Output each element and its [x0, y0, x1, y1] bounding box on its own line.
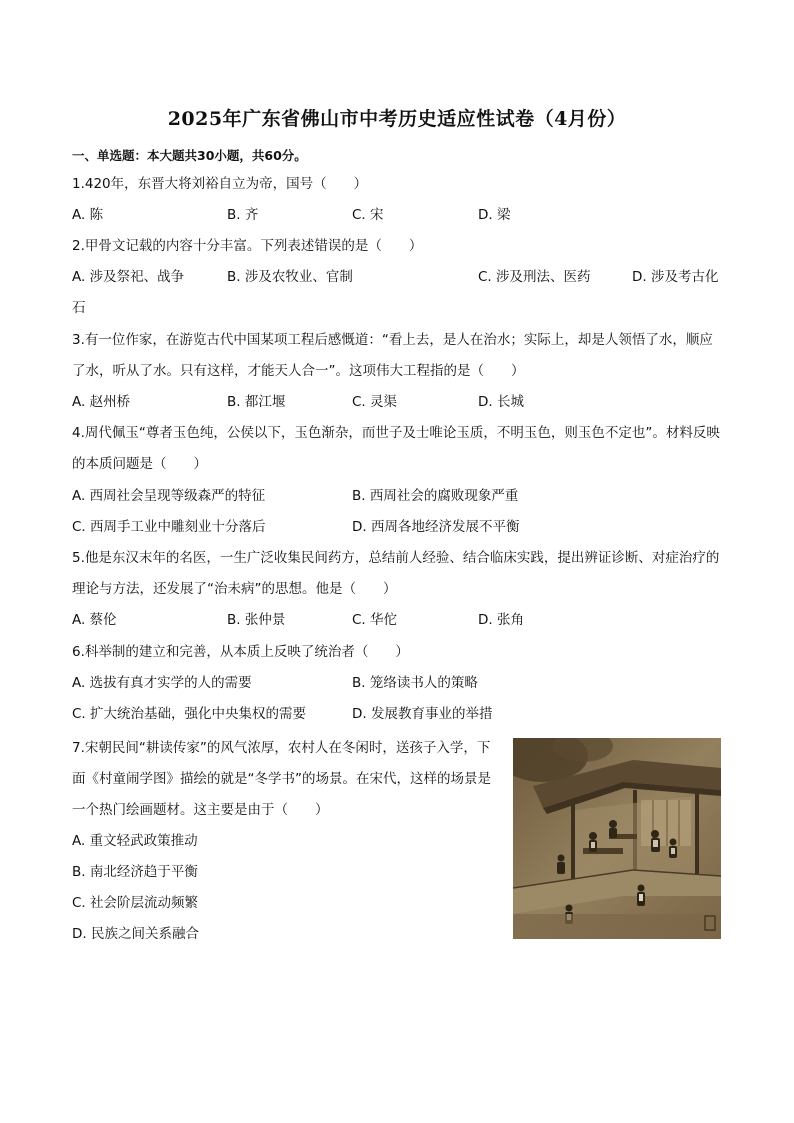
- painting-illustration: [513, 738, 721, 939]
- question-stem: 2.甲骨文记载的内容十分丰富。下列表述错误的是（ ）: [72, 238, 423, 254]
- question-2: [72, 231, 722, 262]
- option-c: C. 涉及刑法、医药: [478, 269, 591, 285]
- option-a: A. 涉及祭祀、战争: [72, 269, 185, 285]
- option-b: B. 张仲景: [227, 612, 286, 628]
- option-b: B. 西周社会的腐败现象严重: [352, 488, 519, 504]
- option-d: D. 梁: [478, 207, 511, 223]
- option-b: B. 都江堰: [227, 394, 286, 410]
- option-a: A. 西周社会呈现等级森严的特征: [72, 488, 266, 504]
- option-d: D. 长城: [478, 394, 524, 410]
- village-school-painting: [513, 738, 721, 939]
- question-6-options-row2: [72, 699, 722, 730]
- question-4-options-row1: [72, 481, 722, 512]
- question-1: [72, 169, 722, 200]
- option-c: C. 宋: [352, 207, 384, 223]
- question-2-options: [72, 262, 722, 293]
- section-heading: 一、单选题：本大题共30小题，共60分。: [72, 148, 307, 163]
- option-c: C. 华佗: [352, 612, 398, 628]
- option-c: C. 西周手工业中雕刻业十分落后: [72, 519, 266, 535]
- question-6-options-row1: [72, 668, 722, 699]
- option-d: D. 发展教育事业的举措: [352, 706, 493, 722]
- question-stem: 4.周代佩玉“尊者玉色纯，公侯以下，玉色渐杂，而世子及士唯论玉质，不明玉色，则玉色不定也”。材料反映的本质问题是（ ）: [72, 425, 720, 472]
- option-c: C. 扩大统治基础，强化中央集权的需要: [72, 706, 307, 722]
- question-5: [72, 543, 722, 605]
- option-a: A. 蔡伦: [72, 612, 117, 628]
- question-stem: 1.420年，东晋大将刘裕自立为帝，国号（ ）: [72, 176, 368, 192]
- question-6: [72, 637, 722, 668]
- option-b: B. 南北经济趋于平衡: [72, 864, 198, 880]
- option-b: B. 笼络读书人的策略: [352, 675, 478, 691]
- option-d: D. 民族之间关系融合: [72, 926, 199, 942]
- option-a: A. 重文轻武政策推动: [72, 833, 198, 849]
- question-stem: 5.他是东汉末年的名医，一生广泛收集民间药方，总结前人经验、结合临床实践，提出辨证诊断、对症治疗的理论与方法，还发展了“治未病”的思想。他是（ ）: [72, 550, 720, 597]
- question-3-options: [72, 387, 722, 418]
- option-b: B. 涉及农牧业、官制: [227, 269, 353, 285]
- option-d: D. 涉及考古化: [632, 269, 719, 285]
- option-c: C. 灵渠: [352, 394, 398, 410]
- question-4-options-row2: [72, 512, 722, 543]
- question-stem: 3.有一位作家，在游览古代中国某项工程后感慨道：“看上去，是人在治水；实际上，却是人领悟了水，顺应了水，听从了水。只有这样，才能天人合一”。这项伟大工程指的是（ ）: [72, 332, 713, 379]
- option-a: A. 选拔有真才实学的人的需要: [72, 675, 252, 691]
- option-a: A. 赵州桥: [72, 394, 131, 410]
- option-d-continued: 石: [72, 300, 86, 316]
- option-b: B. 齐: [227, 207, 259, 223]
- option-a: A. 陈: [72, 207, 104, 223]
- option-c: C. 社会阶层流动频繁: [72, 895, 199, 911]
- question-4: [72, 418, 722, 480]
- question-1-options: [72, 200, 722, 231]
- question-3: [72, 325, 722, 387]
- question-7: [72, 733, 497, 950]
- exam-title: 2025年广东省佛山市中考历史适应性试卷（4月份）: [167, 108, 627, 130]
- question-stem: 7.宋朝民间“耕读传家”的风气浓厚，农村人在冬闲时，送孩子入学，下面《村童闹学图》描绘的就是“冬学书”的场景。在宋代，这样的场景是一个热门绘画题材。这主要是由于（ ）: [72, 740, 491, 818]
- question-stem: 6.科举制的建立和完善，从本质上反映了统治者（ ）: [72, 644, 409, 660]
- option-d: D. 西周各地经济发展不平衡: [352, 519, 520, 535]
- option-d: D. 张角: [478, 612, 524, 628]
- question-5-options: [72, 605, 722, 636]
